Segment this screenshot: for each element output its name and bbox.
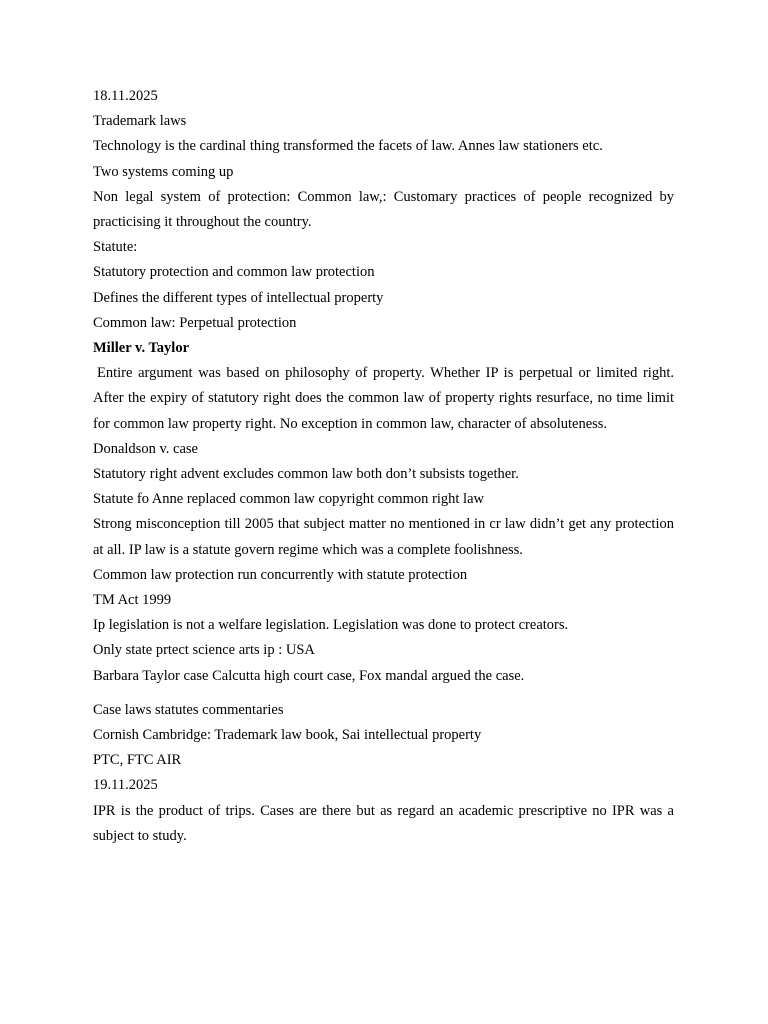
paragraph: IPR is the product of trips. Cases are there but as regard an academic prescriptive no IPR was a subject to study. xyxy=(93,802,674,844)
case-heading: Miller v. Taylor xyxy=(93,340,189,357)
paragraph: Statutory protection and common law protection xyxy=(93,264,375,281)
paragraph: Statutory right advent excludes common law both don’t subsists together. xyxy=(93,466,519,483)
paragraph: Donaldson v. case xyxy=(93,440,198,457)
paragraph: Technology is the cardinal thing transformed the facets of law. Annes law stationers etc. xyxy=(93,138,603,155)
paragraph: Defines the different types of intellectual property xyxy=(93,289,384,306)
paragraph: TM Act 1999 xyxy=(93,592,172,609)
date-heading: 19.11.2025 xyxy=(93,777,158,794)
paragraph: Case laws statutes commentaries xyxy=(93,701,284,718)
paragraph: Only state prtect science arts ip : USA xyxy=(93,642,315,659)
paragraph-spacer xyxy=(93,689,674,698)
paragraph: Cornish Cambridge: Trademark law book, Sai intellectual property xyxy=(93,727,482,744)
paragraph: Common law protection run concurrently with statute protection xyxy=(93,566,468,583)
paragraph: Strong misconception till 2005 that subject matter no mentioned in cr law didn’t get any protection at all. IP law is a statute govern regime which was a complete foolishness. xyxy=(93,516,674,558)
paragraph: Non legal system of protection: Common law,: Customary practices of people recognized by practicising it throughout the country. xyxy=(93,188,674,231)
paragraph: Statute fo Anne replaced common law copyright common right law xyxy=(93,491,484,508)
topic-heading: Trademark laws xyxy=(93,113,187,130)
paragraph: Statute: xyxy=(93,239,138,256)
document-page xyxy=(93,84,674,849)
paragraph: PTC, FTC AIR xyxy=(93,752,182,769)
paragraph: Entire argument was based on philosophy of property. Whether IP is perpetual or limited right. After the expiry of statutory right does the common law of property rights resurface, no time limit for common law property right. No exception in common law, character of absoluteness. xyxy=(93,365,674,432)
paragraph: Two systems coming up xyxy=(93,163,234,180)
date-heading: 18.11.2025 xyxy=(93,88,158,104)
paragraph: Ip legislation is not a welfare legislation. Legislation was done to protect creators. xyxy=(93,617,569,634)
paragraph: Common law: Perpetual protection xyxy=(93,314,297,331)
paragraph: Barbara Taylor case Calcutta high court case, Fox mandal argued the case. xyxy=(93,667,525,684)
